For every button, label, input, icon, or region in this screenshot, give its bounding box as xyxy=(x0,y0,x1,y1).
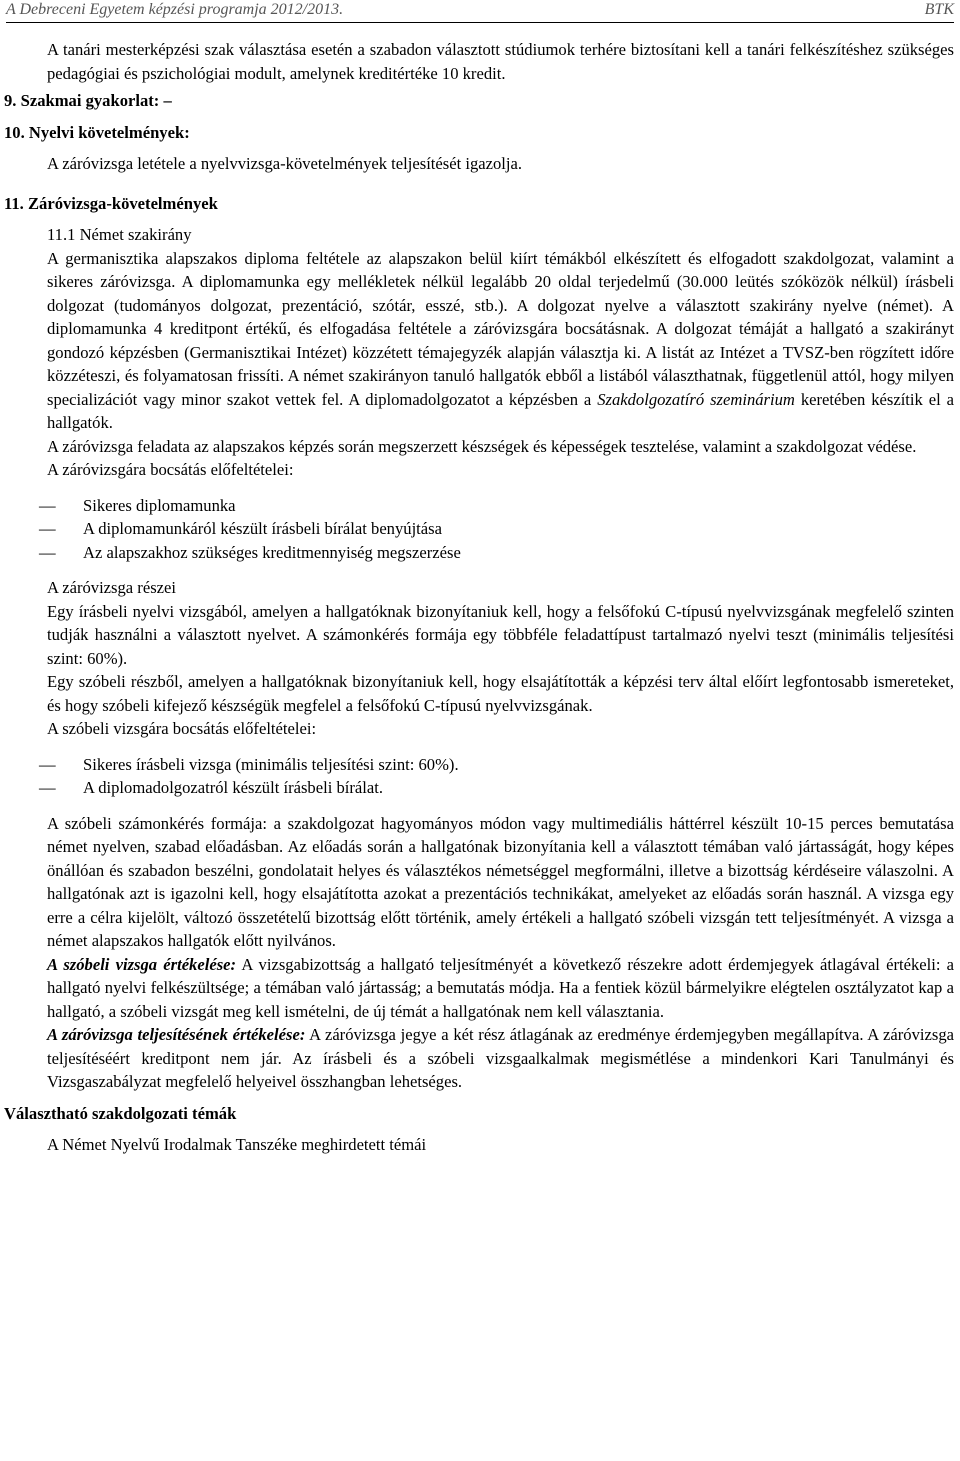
header-title: A Debreceni Egyetem képzési programja 2012/2013. xyxy=(6,1,344,18)
list-item: — Az alapszakhoz szükséges kreditmennyiség megszerzése xyxy=(47,541,954,565)
written-exam-paragraph: Egy írásbeli nyelvi vizsgából, amelyen a hallgatóknak bizonyítaniuk kell, hogy a felsőfokú C-típusú nyelvvizsgának megfelelő szinten tudják használni a választott nyelvet. A számonkérés formája egy többféle feladattípust tartalmazó nyelvi teszt (minimális teljesítési szint: 60%). xyxy=(47,601,954,668)
exam-parts-label: A záróvizsga részei xyxy=(47,578,176,597)
list-item: — Sikeres diplomamunka xyxy=(47,494,954,518)
list-item: — A diplomamunkáról készült írásbeli bírálat benyújtása xyxy=(47,517,954,541)
final-evaluation-label: A záróvizsga teljesítésének értékelése: xyxy=(47,1025,306,1044)
exam-prerequisites-label: A záróvizsgára bocsátás előfeltételei: xyxy=(47,460,294,479)
oral-prerequisites-label: A szóbeli vizsgára bocsátás előfeltételei: xyxy=(47,719,317,738)
intro-paragraph: A tanári mesterképzési szak választása esetén a szabadon választott stúdiumok terhére biztosítani kell a tanári felkészítéshez szükséges pedagógiai és pszichológiai modult, amelynek kreditértéke 10 kredit. xyxy=(47,40,954,83)
seminar-name: Szakdolgozatíró szeminárium xyxy=(597,389,795,409)
germanistics-paragraph: A germanisztika alapszakos diploma feltétele az alapszakon belül kiírt témákból elkészített és elfogadott szakdolgozat, valamint a sikeres záróvizsga. A diplomamunka egy mellékletek nélkül legalább 20 oldal terjedelmű (30.000 leütés szóközök nélkül) írásbeli dolgozat (tudományos dolgozat, prezentáció, szótár, esszé, stb.). A dolgozat nyelve a választott szakirány nyelve (német). A diplomamunka 4 kreditpont értékű, és elfogadása feltétele a záróvizsgára bocsátásnak. A dolgozat témáját a hallgató a szakirányt gondozó képzésben (Germanisztikai Intézet) közzétett témajegyzék alapján választja ki. A listát az Intézet a TVSZ-ben rögzített időre közzéteszi, és folyamatosan frissíti. A német szakirányon tanuló hallgatók ebből a listából választhatnak, függetlenül attól, hogy milyen specializációt vagy minor szakot vettek fel. A diplomadolgozatot a képzésben a Szakdolgozatíró szeminárium keretében készítik el a hallgatók. xyxy=(47,248,954,432)
oral-evaluation-paragraph: A szóbeli vizsga értékelése: A vizsgabizottság a hallgató teljesítményét a következő részekre adott érdemjegyek átlagával értékeli: a hallgató nyelvi felkészültsége; a témában való jártasság; a bemutatás módja. Ha a fentiek közül bármelyikre elégtelen osztályzatot kap a hallgató, a szóbeli vizsgát meg kell ismételni, de új témát a hallgatónak nem kell választania. xyxy=(47,954,954,1021)
oral-prerequisites-list xyxy=(47,753,954,800)
department-topics-line: A Német Nyelvű Irodalmak Tanszéke meghirdetett témái xyxy=(47,1135,427,1154)
topics-heading: Választható szakdolgozati témák xyxy=(4,1103,237,1123)
header-faculty: BTK xyxy=(924,1,954,18)
heading-9: 9. Szakmai gyakorlat: – xyxy=(4,91,172,110)
language-requirement-text: A záróvizsga letétele a nyelvvizsga-követelmények teljesítését igazolja. xyxy=(47,154,523,173)
oral-evaluation-label: A szóbeli vizsga értékelése: xyxy=(47,954,237,974)
list-item: — Sikeres írásbeli vizsga (minimális teljesítési szint: 60%). xyxy=(47,753,954,777)
heading-11: 11. Záróvizsga-követelmények xyxy=(4,193,218,213)
exam-purpose-paragraph: A záróvizsga feladata az alapszakos képzés során megszerzett készségek és képességek tesztelése, valamint a szakdolgozat védése. xyxy=(47,436,917,456)
final-evaluation-paragraph: A záróvizsga teljesítésének értékelése: A záróvizsga jegye a két rész átlagának az eredménye érdemjegyben megállapítva. A záróvizsga teljesítéséért kreditpont nem jár. Az írásbeli és a szóbeli vizsgaalkalmak megismétlése a mindenkori Kari Tanulmányi és Vizsgaszabályzat megfelelő helyeivel összhangban lehetséges. xyxy=(47,1025,954,1091)
list-item: — A diplomadolgozatról készült írásbeli bírálat. xyxy=(47,776,954,800)
prerequisites-list xyxy=(47,494,954,565)
oral-format-paragraph: A szóbeli számonkérés formája: a szakdolgozat hagyományos módon vagy multimediális háttérrel készült 10-15 perces bemutatása német nyelven, szabad előadásban. Az előadás során a hallgatónak bizonyítania kell a választott témában való jártasságát, hogy képes önállóan és szabadon beszélni, gondolatait helyes és választékos németséggel megformálni, illetve a bizottság kérdéseire válaszolni. A hallgatónak azt is igazolni kell, hogy elsajátította azokat a prezentációs technikákat, amelyeket az előadás során használ. A vizsga egy erre a célra kijelölt, változó összetételű bizottság előtt történik, amely értékeli a hallgató szóbeli vizsgán tett teljesítményét. A vizsga a német alapszakos hallgatók előtt nyilvános. xyxy=(47,813,954,950)
subheading-11-1: 11.1 Német szakirány xyxy=(47,225,192,244)
running-header xyxy=(6,0,954,23)
oral-exam-paragraph: Egy szóbeli részből, amelyen a hallgatóknak bizonyítaniuk kell, hogy elsajátították a képzési terv által előírt legfontosabb ismereteket, és hogy szóbeli kifejező készségük megfelel a felsőfokú C-típusú nyelvvizsgának. xyxy=(47,672,954,715)
document-body xyxy=(4,38,954,1157)
heading-10: 10. Nyelvi követelmények: xyxy=(4,122,190,142)
